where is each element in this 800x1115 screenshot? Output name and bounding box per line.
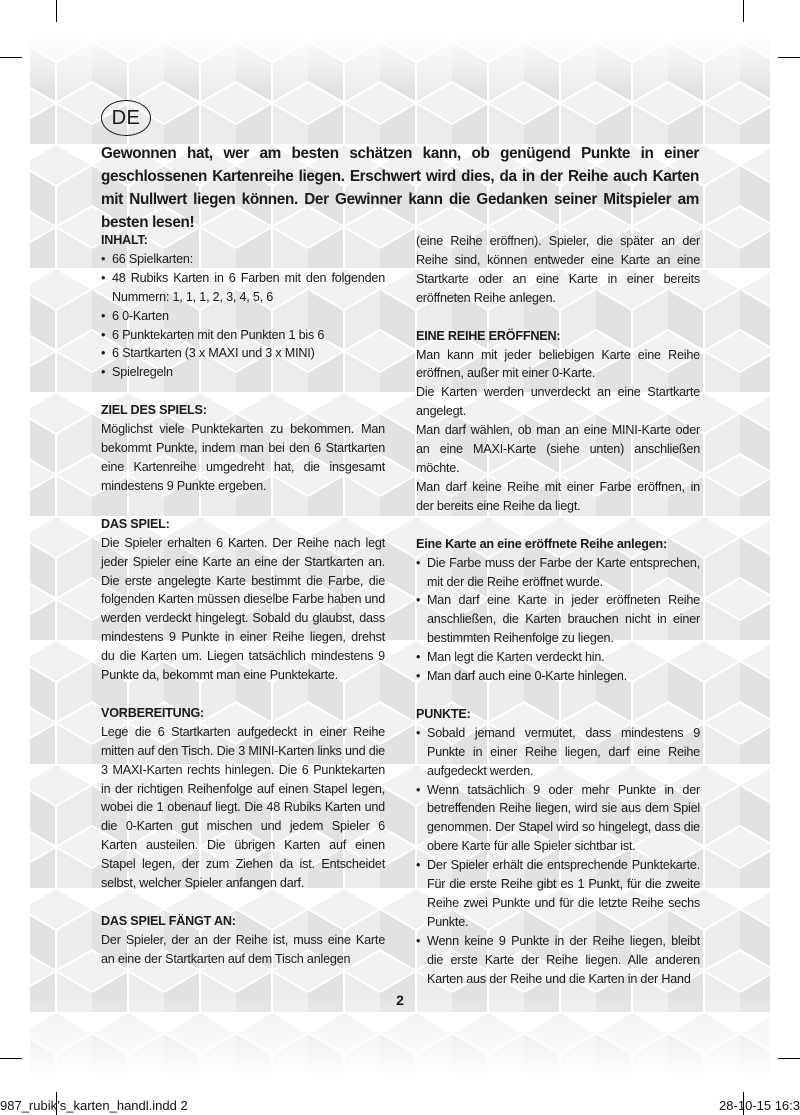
section-text: (eine Reihe eröffnen). Spieler, die später an der Reihe sind, können entweder eine Karte an eine Startkarte oder an eine Karte in einer bereits eröffneten Reihe anlegen. [416,234,700,305]
list-item: • Spielregeln [101,363,385,382]
list-item: • 66 Spielkarten: [101,250,385,269]
language-badge: DE [101,100,151,136]
section-continuation [416,232,700,308]
section-text: Möglichst viele Punktekarten zu bekommen. Man bekommt Punkte, indem man bei den 6 Startkarten eine Kartenreihe umgedreht hat, die insgesamt mindestens 9 Punkte ergeben. [101,422,385,493]
section-text: Lege die 6 Startkarten aufgedeckt in einer Reihe mitten auf den Tisch. Die 3 MINI-Karten links und die 3 MAXI-Karten rechts hinlegen. Die 6 Punktekarten in der richtigen Reihenfolge auf einen Stapel legen, wobei die 1 obenauf liegt. Die 48 Rubiks Karten und die 0-Karten gut mischen und jedem Spieler 6 Karten austeilen. Die übrigen Karten auf einen Stapel legen, der zum Ziehen da ist. Entscheidet selbst, welcher Spieler anfangen darf. [101,724,385,891]
list-item: • Wenn tatsächlich 9 oder mehr Punkte in der betreffenden Reihe liegen, wird sie aus dem Spiel genommen. Der Stapel wird so hingelegt, dass die obere Karte für alle Spieler sichtbar ist. [416,781,700,857]
intro-paragraph: Gewonnen hat, wer am besten schätzen kann, ob genügend Punkte in einer geschlossenen Kartenreihe liegen. Erschwert wird dies, da in der Reihe auch Karten mit Nullwert liegen können. Der Gewinner kann die Gedanken seiner Mitspieler am besten lesen! [101,145,699,231]
section-text: Die Spieler erhalten 6 Karten. Der Reihe nach legt jeder Spieler eine Karte an eine der Startkarten an. Die erste angelegte Karte bestimmt die Farbe, die folgenden Karten müssen dieselbe Farbe haben und werden verdeckt hingelegt. Sobald du glaubst, dass mindestens 9 Punkte in einer Reihe liegen, drehst du die Karten um. Liegen tatsächlich mindestens 9 Punkte da, bekommt man eine Punktekarte. [101,535,385,683]
crop-mark-left-top [0,57,22,58]
crop-mark-right-bottom [778,1058,800,1059]
section-heading: ZIEL DES SPIELS: [101,403,207,418]
left-column [101,231,385,988]
section-text: Man darf keine Reihe mit einer Farbe eröffnen, in der bereits eine Reihe da liegt. [416,479,700,513]
section-inhalt [101,231,385,382]
section-heading: INHALT: [101,233,148,247]
list-item: • 6 Punktekarten mit den Punkten 1 bis 6 [101,326,385,345]
crop-mark-right-top [778,57,800,58]
section-text: Man darf wählen, ob man an eine MINI-Karte oder an eine MAXI-Karte (siehe unten) anschließen möchte. [416,423,700,475]
list-item: • Man darf auch eine 0-Karte hinlegen. [416,667,700,686]
crop-mark-left-bottom [0,1058,22,1059]
rules-list [416,554,700,686]
section-heading: PUNKTE: [416,706,471,721]
section-punkte [416,705,700,989]
section-heading: Eine Karte an eine eröffnete Reihe anlegen: [416,536,668,551]
section-spiel [101,515,385,685]
print-slug-filename: 987_rubik’s_karten_handl.indd 2 [0,1098,188,1113]
section-anlegen [416,535,700,686]
list-item: • Die Farbe muss der Farbe der Karte entsprechen, mit der die Reihe eröffnet wurde. [416,554,700,592]
section-text: Die Karten werden unverdeckt an eine Startkarte angelegt. [416,385,700,419]
crop-mark-top-left [56,0,57,22]
print-slug-timestamp: 28-10-15 16:3 [719,1098,800,1113]
section-ziel [101,401,385,496]
list-item: • 48 Rubiks Karten in 6 Farben mit den folgenden Nummern: 1, 1, 1, 2, 3, 4, 5, 6 [101,269,385,307]
section-faengt-an [101,912,385,969]
list-item: • Wenn keine 9 Punkte in der Reihe liegen, bleibt die erste Karte der Reihe liegen. Alle anderen Karten aus der Reihe und die Karten in der Hand [416,932,700,989]
section-text: Man kann mit jeder beliebigen Karte eine Reihe eröffnen, außer mit einer 0-Karte. [416,347,700,381]
section-text: Der Spieler, der an der Reihe ist, muss eine Karte an eine der Startkarten auf dem Tisch anlegen [101,932,385,966]
section-heading: DAS SPIEL FÄNGT AN: [101,914,236,928]
list-item: • 6 Startkarten (3 x MAXI und 3 x MINI) [101,344,385,363]
section-eroeffnen [416,327,700,516]
section-vorbereitung [101,704,385,893]
right-column [416,232,700,1008]
page-number: 2 [396,992,404,1008]
points-list [416,724,700,989]
list-item: • 6 0-Karten [101,307,385,326]
section-heading: DAS SPIEL: [101,516,170,531]
crop-mark-top-right [743,0,744,22]
section-heading: VORBEREITUNG: [101,705,205,720]
section-heading: EINE REIHE ERÖFFNEN: [416,328,561,343]
list-item: • Der Spieler erhält die entsprechende Punktekarte. Für die erste Reihe gibt es 1 Punkt, für die zweite Reihe zwei Punkte und für die letzte Reihe sechs Punkte. [416,856,700,932]
contents-list [101,250,385,382]
list-item: • Man darf eine Karte in jeder eröffneten Reihe anschließen, die Karten brauchen nicht in einer bestimmten Reihenfolge zu liegen. [416,591,700,648]
list-item: • Man legt die Karten verdeckt hin. [416,648,700,667]
list-item: • Sobald jemand vermutet, dass mindestens 9 Punkte in einer Reihe liegen, darf eine Reihe aufgedeckt werden. [416,724,700,781]
